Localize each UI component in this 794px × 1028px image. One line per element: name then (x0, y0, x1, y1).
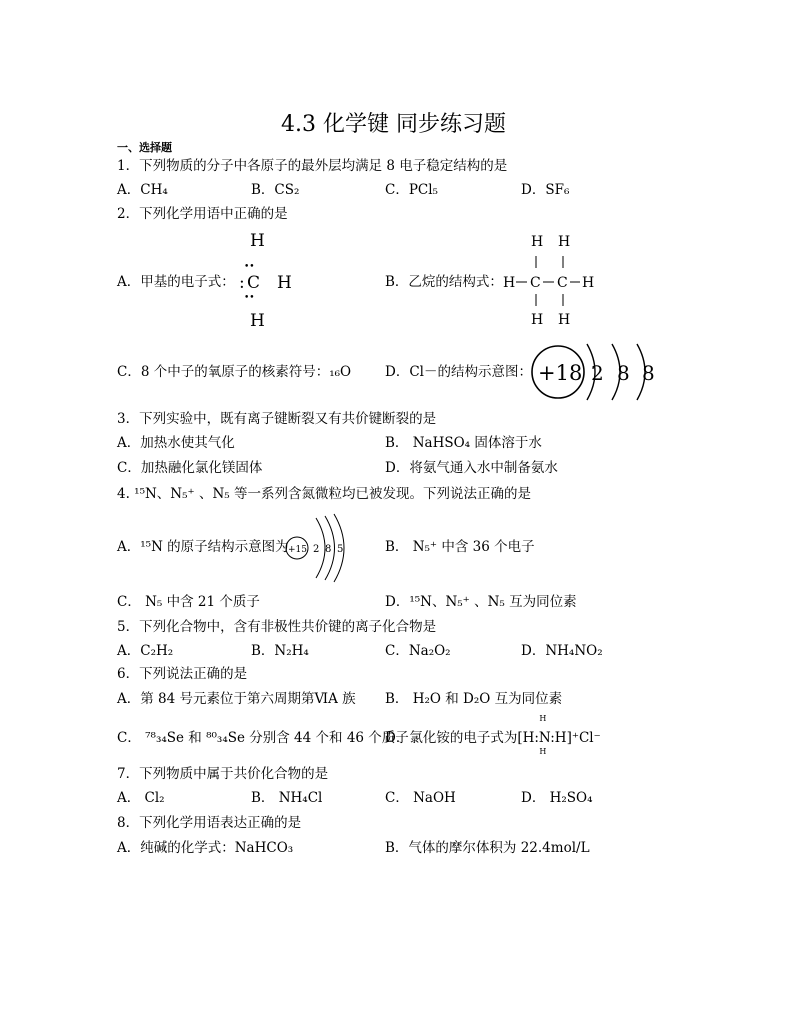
q3-option-c: C．加热融化氯化镁固体 (117, 460, 263, 476)
ethane-c-1: C (530, 275, 541, 291)
ethane-h-left: H (503, 275, 516, 291)
ethane-h-right: H (582, 275, 595, 291)
methyl-dots-bottom: •• (244, 293, 255, 303)
q2-option-a: A．甲基的电子式： (117, 274, 235, 290)
methyl-dots-top: •• (244, 262, 255, 272)
cl-nucleus-charge: +18 (538, 361, 583, 385)
q2-option-d: D．Cl－的结构示意图： (385, 364, 532, 380)
q3-option-a: A．加热水使其气化 (117, 435, 235, 451)
q1-stem: 1．下列物质的分子中各原子的最外层均满足 8 电子稳定结构的是 (117, 158, 508, 174)
n15-shell-count-3: 5 (337, 544, 344, 555)
ammonium-h-top: H (539, 714, 547, 723)
ethane-structural-formula (498, 232, 598, 327)
q5-stem: 5．下列化合物中，含有非极性共价键的离子化合物是 (117, 619, 437, 635)
q8-option-a: A．纯碱的化学式：NaHCO₃ (117, 840, 294, 856)
q4-option-b: B． N₅⁺ 中含 36 个电子 (385, 539, 535, 555)
q4-option-a: A．¹⁵N 的原子结构示意图为 (117, 539, 289, 555)
ammonium-formula: [H:N:H]⁺Cl⁻ (517, 730, 601, 746)
q3-option-b: B． NaHSO₄ 固体溶于水 (385, 435, 542, 451)
page-title: 4.3 化学键 同步练习题 (281, 112, 506, 137)
ethane-h-bottom-1: H (531, 312, 544, 327)
chloride-ion-structure-diagram (525, 340, 665, 404)
q2-option-c-text: C．8 个中子的氧原子的核素符号： (117, 364, 330, 380)
q1-option-c: C．PCl₅ (385, 182, 438, 198)
q3-stem: 3．下列实验中，既有离子键断裂又有共价键断裂的是 (117, 411, 437, 427)
n15-shell-count-2: 8 (325, 544, 332, 555)
methyl-c: C (247, 273, 261, 293)
methyl-h-bottom: H (250, 311, 265, 331)
q2-stem: 2．下列化学用语中正确的是 (117, 206, 288, 222)
n15-shell-count-1: 2 (313, 544, 320, 555)
methyl-electron-formula (230, 228, 300, 333)
ethane-h-bottom-2: H (558, 312, 571, 327)
methyl-h-top: H (250, 231, 265, 251)
q6-option-a: A．第 84 号元素位于第六周期第ⅥA 族 (117, 691, 356, 707)
q8-stem: 8．下列化学用语表达正确的是 (117, 815, 302, 831)
q1-option-a: A．CH₄ (117, 182, 168, 198)
q4-stem: 4. ¹⁵N、N₅⁺ 、N₅ 等一系列含氮微粒均已被发现。下列说法正确的是 (117, 486, 531, 502)
q2-option-c (117, 366, 351, 380)
q6-option-c: C． ⁷⁸₃₄Se 和 ⁸⁰₃₄Se 分别含 44 个和 46 个质子 (117, 730, 409, 746)
ammonium-chloride-electron-formula (517, 714, 601, 756)
q7-stem: 7．下列物质中属于共价化合物的是 (117, 766, 329, 782)
ethane-h-top-1: H (531, 234, 544, 250)
ethane-h-top-2: H (558, 234, 571, 250)
ethane-c-2: C (557, 275, 568, 291)
q2-option-b: B．乙烷的结构式： (385, 274, 503, 290)
q8-option-b: B．气体的摩尔体积为 22.4mol/L (385, 840, 590, 856)
q5-option-a: A．C₂H₂ (117, 643, 174, 659)
q5-option-b: B．N₂H₄ (251, 643, 309, 659)
q3-option-d: D．将氨气通入水中制备氨水 (385, 460, 558, 476)
q5-option-d: D．NH₄NO₂ (521, 643, 603, 659)
q6-option-d (385, 714, 601, 756)
methyl-colon: : (239, 273, 245, 293)
cl-shell-count-2: 8 (617, 361, 630, 385)
q7-option-d: D． H₂SO₄ (521, 790, 593, 806)
oxygen-nuclide-symbol: ₁₆O (329, 364, 352, 380)
q4-option-c: C． N₅ 中含 21 个质子 (117, 594, 260, 610)
ammonium-h-bottom: H (539, 747, 547, 756)
n15-structure-diagram (284, 512, 356, 584)
q4-option-d: D．¹⁵N、N₅⁺ 、N₅ 互为同位素 (385, 594, 577, 610)
n15-nucleus-charge: +15 (288, 545, 307, 555)
q1-option-b: B．CS₂ (251, 182, 300, 198)
q7-option-c: C． NaOH (385, 790, 456, 806)
q6-stem: 6．下列说法正确的是 (117, 666, 248, 682)
q7-option-b: B． NH₄Cl (251, 790, 323, 806)
q1-option-d: D．SF₆ (521, 182, 570, 198)
cl-shell-count-3: 8 (642, 361, 655, 385)
q6-option-b: B． H₂O 和 D₂O 互为同位素 (385, 691, 563, 707)
q6-option-d-text: D．氯化铵的电子式为 (385, 730, 518, 746)
q7-option-a: A． Cl₂ (117, 790, 165, 806)
q5-option-c: C．Na₂O₂ (385, 643, 451, 659)
methyl-h-right: H (277, 273, 292, 293)
cl-shell-count-1: 2 (591, 361, 604, 385)
section-heading: 一、选择题 (117, 141, 172, 154)
